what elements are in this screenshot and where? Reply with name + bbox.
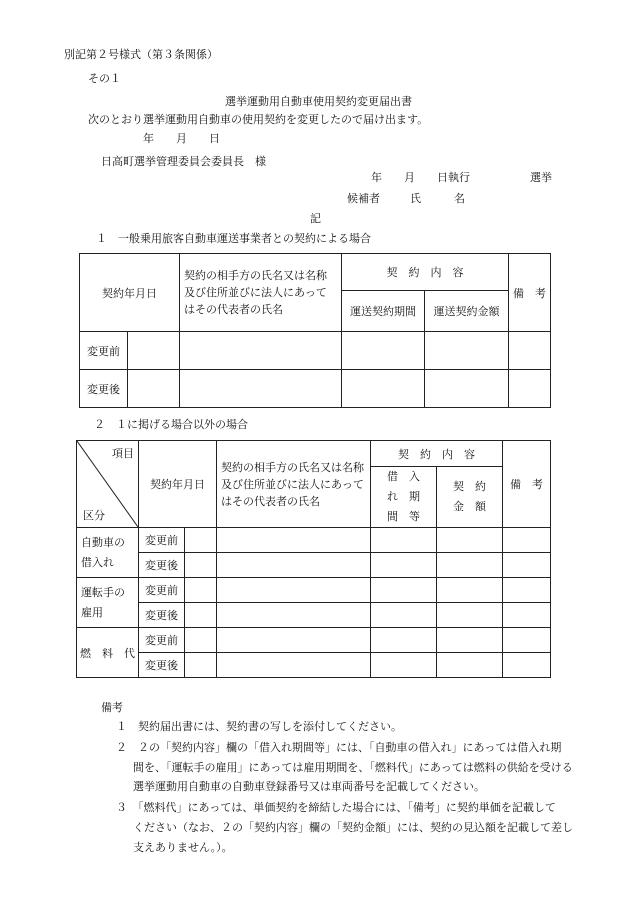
form-part: その１ (88, 72, 121, 85)
s2-cell[interactable] (217, 578, 371, 603)
s2-diagonal-header (77, 441, 139, 528)
s2-cell[interactable] (185, 578, 217, 603)
s2-cell[interactable] (185, 628, 217, 653)
s1-cell[interactable] (425, 332, 509, 370)
s1-row-after: 変更後 (80, 370, 128, 408)
document-title: 選挙運動用自動車使用契約変更届出書 (225, 95, 412, 108)
s2-group-driver: 運転手の雇用 (77, 578, 139, 628)
s2-cell[interactable] (371, 653, 437, 678)
s1-cell[interactable] (509, 332, 551, 370)
note-1: １ 契約届出書には、契約書の写しを添付してください。 (116, 720, 402, 733)
s2-diag-bottom: 区分 (83, 509, 105, 522)
s2-cell[interactable] (371, 553, 437, 578)
note-3b: ください（なお、２の「契約内容」欄の「契約金額」には、契約の見込額を記載して差し (133, 821, 573, 834)
s1-cell[interactable] (425, 370, 509, 408)
s1-col-date: 契約年月日 (80, 254, 180, 332)
s2-cell[interactable] (217, 528, 371, 553)
s2-cell[interactable] (217, 653, 371, 678)
s2-cell[interactable] (371, 578, 437, 603)
s1-row-before: 変更前 (80, 332, 128, 370)
section2-heading: ２ １に掲げる場合以外の場合 (94, 418, 248, 431)
s2-cell[interactable] (503, 628, 551, 653)
s2-cell[interactable] (371, 528, 437, 553)
s2-row-after: 変更後 (139, 603, 185, 628)
section2-table (76, 440, 551, 678)
s1-cell[interactable] (342, 332, 425, 370)
s2-cell[interactable] (503, 578, 551, 603)
s2-row-after: 変更後 (139, 653, 185, 678)
s2-row-after: 変更後 (139, 553, 185, 578)
s2-cell[interactable] (185, 603, 217, 628)
election-date: 年 月 日執行 (371, 171, 470, 184)
s1-col-amount: 運送契約金額 (425, 291, 509, 332)
s1-cell[interactable] (128, 332, 180, 370)
addressee: 日高町選挙管理委員会委員長 様 (101, 155, 266, 168)
s1-cell[interactable] (342, 370, 425, 408)
s1-col-period: 運送契約期間 (342, 291, 425, 332)
ki-mark: 記 (310, 212, 321, 225)
s1-col-contract: 契 約 内 容 (342, 254, 509, 291)
s1-cell[interactable] (509, 370, 551, 408)
note-3c: 支えありません。）。 (133, 841, 233, 854)
s1-col-party: 契約の相手方の氏名又は名称及び住所並びに法人にあってはその代表者の氏名 (180, 254, 342, 332)
s2-col-date: 契約年月日 (139, 441, 217, 528)
s2-diag-top: 項目 (112, 447, 134, 460)
s2-cell[interactable] (371, 628, 437, 653)
s2-cell[interactable] (437, 628, 503, 653)
s1-cell[interactable] (180, 370, 342, 408)
form-id: 別記第２号様式（第３条関係） (64, 48, 218, 61)
s2-col-period: 借 入 れ 期 間 等 (371, 467, 437, 528)
candidate-label: 候補者 (347, 192, 380, 205)
s2-cell[interactable] (437, 653, 503, 678)
s2-col-party: 契約の相手方の氏名又は名称及び住所並びに法人にあってはその代表者の氏名 (217, 441, 371, 528)
s2-row-before: 変更前 (139, 578, 185, 603)
s2-col-remarks: 備 考 (503, 441, 551, 528)
s2-col-amount: 契 約 金 額 (437, 467, 503, 528)
s2-cell[interactable] (437, 528, 503, 553)
s2-cell[interactable] (437, 603, 503, 628)
s2-group-car: 自動車の借入れ (77, 528, 139, 578)
s2-cell[interactable] (503, 553, 551, 578)
s2-cell[interactable] (185, 528, 217, 553)
s2-row-before: 変更前 (139, 628, 185, 653)
notes-heading: 備考 (101, 701, 123, 714)
s2-cell[interactable] (437, 578, 503, 603)
s2-group-fuel: 燃 料 代 (77, 628, 139, 678)
s1-cell[interactable] (128, 370, 180, 408)
s2-col-contract: 契 約 内 容 (371, 441, 503, 467)
note-2a: ２ ２の「契約内容」欄の「借入れ期間等」には、「自動車の借入れ」にあっては借入れ期 (116, 741, 562, 754)
s2-row-before: 変更前 (139, 528, 185, 553)
intro-text: 次のとおり選挙運動用自動車の使用契約を変更したので届け出ます。 (88, 113, 429, 126)
s2-cell[interactable] (217, 553, 371, 578)
s1-col-remarks: 備 考 (509, 254, 551, 332)
s2-cell[interactable] (185, 553, 217, 578)
s2-cell[interactable] (185, 653, 217, 678)
section1-heading: １ 一般乗用旅客自動車運送事業者との契約による場合 (96, 232, 371, 245)
submission-date: 年 月 日 (143, 132, 220, 145)
section1-table (79, 253, 551, 408)
note-2b: 間を、「運転手の雇用」にあっては雇用期間を、「燃料代」にあっては燃料の供給を受ける (133, 761, 573, 774)
s2-cell[interactable] (503, 603, 551, 628)
s2-cell[interactable] (437, 553, 503, 578)
s2-cell[interactable] (217, 603, 371, 628)
s1-cell[interactable] (180, 332, 342, 370)
s2-cell[interactable] (503, 653, 551, 678)
s2-cell[interactable] (371, 603, 437, 628)
candidate-name-label: 氏 名 (410, 192, 465, 205)
s2-cell[interactable] (217, 628, 371, 653)
note-3a: ３ 「燃料代」にあっては、単価契約を締結した場合には、「備考」に契約単価を記載して (116, 801, 556, 814)
note-2c: 選挙運動用自動車の自動車登録番号又は車両番号を記載してください。 (133, 780, 485, 793)
s2-cell[interactable] (503, 528, 551, 553)
election-word: 選挙 (530, 171, 552, 184)
